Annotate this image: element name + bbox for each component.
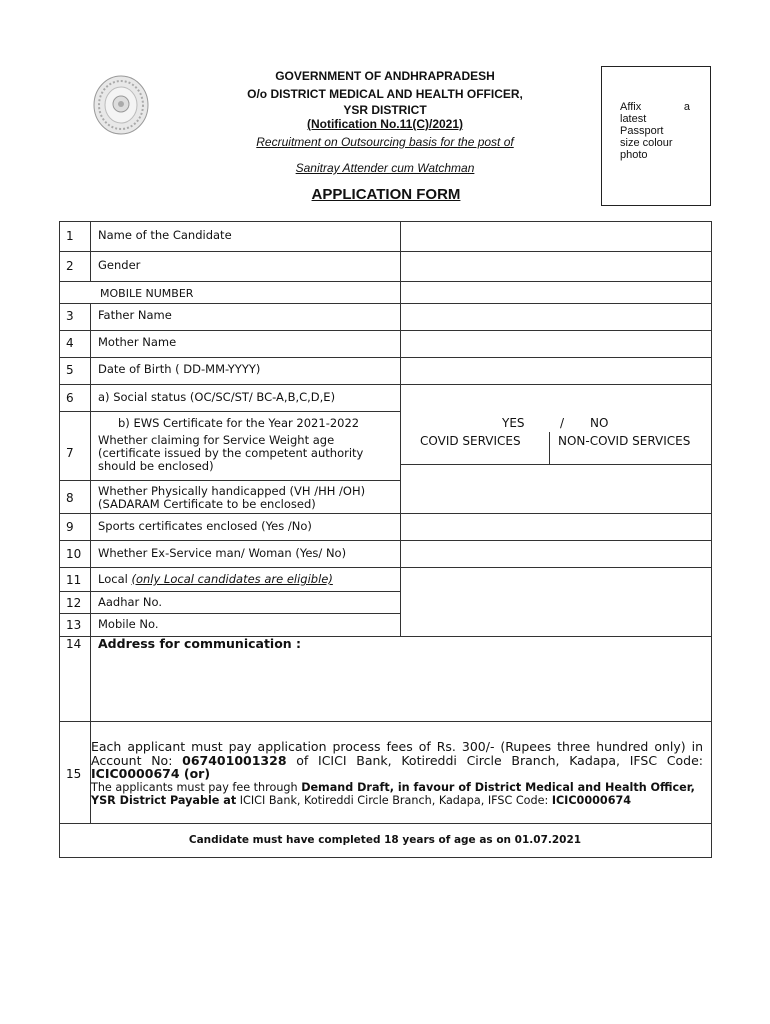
local-field[interactable]	[401, 568, 711, 591]
photo-line1	[620, 101, 690, 113]
row-12-label: Aadhar No.	[98, 595, 163, 609]
photo-line2: latest	[620, 113, 647, 125]
mobile-no-field[interactable]	[401, 614, 711, 636]
row-10-label: Whether Ex-Service man/ Woman (Yes/ No)	[98, 546, 347, 560]
header-district: YSR DISTRICT	[343, 103, 427, 117]
fee-paragraph-2	[91, 781, 703, 807]
photo-affix: Affix	[620, 101, 642, 113]
ifsc-code-2: ICIC0000674	[551, 794, 632, 807]
ifsc-code-1: ICIC0000674 (or)	[91, 766, 211, 781]
row-14-label: Address for communication :	[98, 636, 302, 651]
fee-text-2: of ICICI Bank, Kotireddi Circle Branch, Kadapa, IFSC Code:	[286, 752, 703, 768]
ews-no[interactable]: NO	[590, 416, 609, 430]
photo-line4: size colour	[620, 137, 673, 149]
row-4-label: Mother Name	[98, 335, 177, 349]
photo-box	[601, 66, 711, 206]
header-office: O/o DISTRICT MEDICAL AND HEALTH OFFICER,	[247, 87, 523, 101]
physically-handicapped-field[interactable]	[401, 481, 711, 513]
row-7-label-1: Whether claiming for Service Weight age	[98, 433, 335, 447]
fee-paragraph-1	[91, 740, 703, 781]
header-post: Sanitray Attender cum Watchman	[295, 161, 475, 175]
row-4-number: 4	[66, 336, 74, 350]
row-11-label-prefix: Local	[98, 572, 132, 586]
mobile-number-field[interactable]	[401, 282, 711, 303]
header-recruitment: Recruitment on Outsourcing basis for the post of	[256, 135, 514, 149]
non-covid-services-option[interactable]: NON-COVID SERVICES	[558, 434, 691, 448]
row-9-number: 9	[66, 520, 74, 534]
row-2-label: Gender	[98, 258, 141, 272]
row-3-number: 3	[66, 309, 74, 323]
row-11-label-note: (only Local candidates are eligible)	[131, 572, 333, 586]
row-1-number: 1	[66, 229, 74, 243]
row-7-number: 7	[66, 446, 74, 460]
photo-a: a	[683, 101, 690, 113]
photo-line5: photo	[620, 149, 648, 161]
row-9-label: Sports certificates enclosed (Yes /No)	[98, 519, 312, 533]
date-of-birth-field[interactable]	[401, 358, 711, 384]
ex-service-field[interactable]	[401, 541, 711, 567]
row-14-number: 14	[66, 637, 82, 651]
header-government: GOVERNMENT OF ANDHRAPRADESH	[275, 69, 495, 83]
row-8-label-2: (SADARAM Certificate to be enclosed)	[98, 497, 316, 511]
row-11-label	[98, 573, 333, 586]
form-title: APPLICATION FORM	[311, 186, 461, 203]
row-10-number: 10	[66, 547, 82, 561]
row-11-number: 11	[66, 573, 82, 587]
sports-certificates-field[interactable]	[401, 514, 711, 540]
father-name-field[interactable]	[401, 304, 711, 330]
row-6b-label: b) EWS Certificate for the Year 2021-2022	[118, 416, 360, 430]
row-1-label: Name of the Candidate	[98, 228, 232, 242]
dd-text-1: The applicants must pay fee through	[91, 781, 302, 794]
photo-line3: Passport	[620, 125, 664, 137]
age-requirement-note: Candidate must have completed 18 years of age as on 01.07.2021	[188, 834, 582, 846]
row-5-label: Date of Birth ( DD-MM-YYYY)	[98, 362, 261, 376]
dd-text-2: Demand Draft, in favour of District Medical and Health Officer, YSR District Payable at	[91, 781, 695, 807]
row-6a-label: a) Social status (OC/SC/ST/ BC-A,B,C,D,E)	[98, 390, 336, 404]
row-6-number: 6	[66, 391, 74, 405]
covid-services-option[interactable]: COVID SERVICES	[420, 434, 521, 448]
row-8-label-1: Whether Physically handicapped (VH /HH /OH)	[98, 484, 366, 498]
row-7-label-2: (certificate issued by the competent authority	[98, 446, 364, 460]
mother-name-field[interactable]	[401, 331, 711, 357]
row-13-label: Mobile No.	[98, 617, 159, 631]
row-7-label-3: should be enclosed)	[98, 459, 214, 473]
row-8-number: 8	[66, 491, 74, 505]
ews-yes[interactable]: YES	[502, 416, 525, 430]
row-15-number: 15	[66, 767, 82, 781]
row-12-number: 12	[66, 596, 82, 610]
row-13-number: 13	[66, 618, 82, 632]
account-number: 067401001328	[182, 752, 287, 768]
address-field[interactable]	[91, 654, 711, 720]
mobile-number-label: MOBILE NUMBER	[100, 287, 194, 300]
header-notification: (Notification No.11(C)/2021)	[306, 117, 464, 131]
candidate-name-field[interactable]	[401, 222, 711, 251]
row-5-number: 5	[66, 363, 74, 377]
gender-field[interactable]	[401, 252, 711, 281]
dd-text-3: ICICI Bank, Kotireddi Circle Branch, Kadapa, IFSC Code:	[236, 794, 552, 807]
ews-slash: /	[560, 416, 565, 430]
aadhar-field[interactable]	[401, 592, 711, 613]
social-status-field[interactable]	[401, 385, 711, 411]
government-emblem	[92, 74, 150, 136]
row-2-number: 2	[66, 259, 74, 273]
row-3-label: Father Name	[98, 308, 172, 322]
fee-text-1: Each applicant must pay application process fees of Rs. 300/- (Rupees three hundred only) in Account No:	[91, 739, 703, 768]
